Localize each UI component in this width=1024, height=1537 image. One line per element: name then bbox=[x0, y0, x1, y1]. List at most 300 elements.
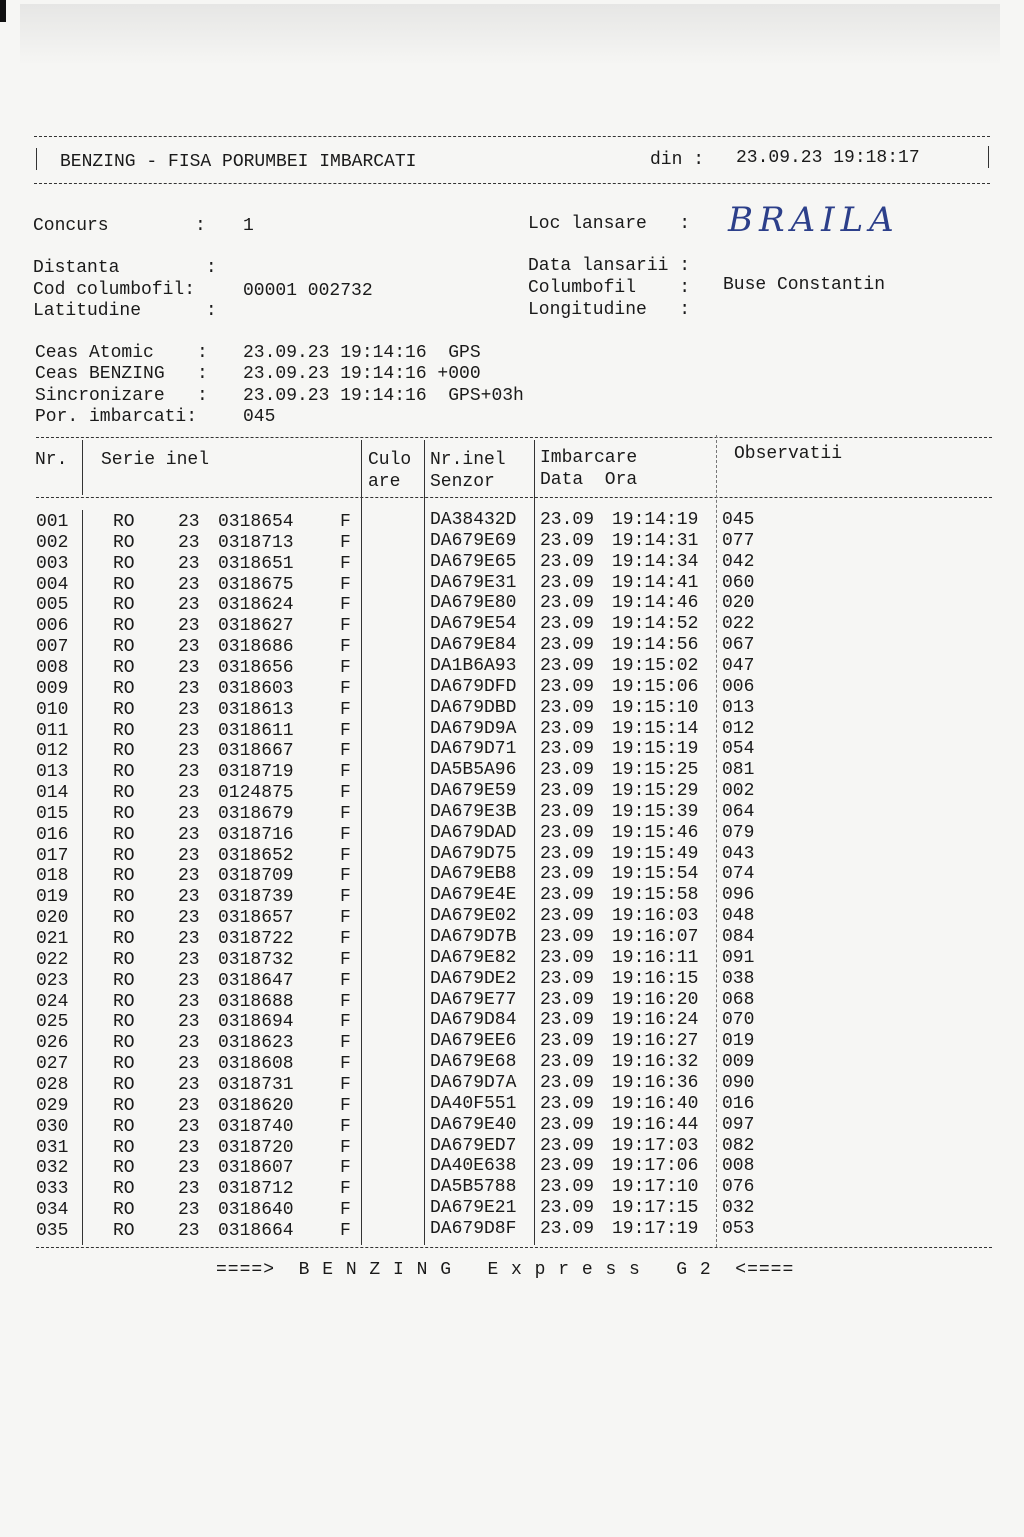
cell-nr: 028 bbox=[36, 1074, 69, 1095]
table-row bbox=[0, 1054, 1024, 1075]
cell-nr: 021 bbox=[36, 929, 69, 949]
cell-observatii: 096 bbox=[722, 885, 755, 906]
cell-year: 23 bbox=[178, 532, 200, 553]
cell-date: 23.09 bbox=[540, 530, 595, 551]
cell-date: 23.09 bbox=[540, 906, 595, 927]
cell-time: 19:16:15 bbox=[612, 968, 699, 989]
cell-nr: 035 bbox=[36, 1220, 69, 1241]
cell-country: RO bbox=[113, 553, 135, 574]
cell-time: 19:16:20 bbox=[612, 989, 699, 1010]
cell-observatii: 008 bbox=[722, 1156, 755, 1177]
cell-date: 23.09 bbox=[540, 822, 595, 843]
cell-time: 19:14:56 bbox=[612, 635, 699, 656]
cell-ring-number: 0318731 bbox=[218, 1074, 294, 1095]
cell-observatii: 074 bbox=[722, 864, 755, 885]
cell-sex: F bbox=[340, 1033, 351, 1054]
cell-sex: F bbox=[340, 678, 351, 699]
sincronizare-label: Sincronizare : bbox=[35, 386, 208, 406]
cell-sensor-ring: DA679E21 bbox=[430, 1198, 517, 1219]
cell-date: 23.09 bbox=[540, 676, 595, 697]
cell-date: 23.09 bbox=[540, 510, 595, 530]
cell-time: 19:15:46 bbox=[612, 822, 699, 843]
cell-observatii: 045 bbox=[722, 510, 755, 530]
cell-observatii: 043 bbox=[722, 843, 755, 864]
cell-year: 23 bbox=[178, 991, 200, 1012]
cell-country: RO bbox=[113, 929, 135, 949]
cell-time: 19:16:36 bbox=[612, 1072, 699, 1093]
table-row bbox=[0, 1093, 1024, 1117]
cell-ring-number: 0318719 bbox=[218, 762, 294, 783]
cell-sensor-ring: DA679D9A bbox=[430, 718, 517, 739]
cell-observatii: 067 bbox=[722, 635, 755, 656]
cell-sensor-ring: DA679ED7 bbox=[430, 1135, 517, 1156]
cell-nr: 002 bbox=[36, 532, 69, 553]
cell-date: 23.09 bbox=[540, 1114, 595, 1135]
table-row bbox=[0, 637, 1024, 658]
cell-time: 19:15:02 bbox=[612, 655, 699, 676]
cell-year: 23 bbox=[178, 1137, 200, 1158]
cell-observatii: 019 bbox=[722, 1031, 755, 1052]
cell-country: RO bbox=[113, 741, 135, 762]
cell-time: 19:15:06 bbox=[612, 676, 699, 697]
cell-year: 23 bbox=[178, 637, 200, 658]
cell-time: 19:15:49 bbox=[612, 843, 699, 864]
cell-time: 19:16:44 bbox=[612, 1114, 699, 1135]
cell-ring-number: 0318640 bbox=[218, 1200, 294, 1221]
cell-nr: 029 bbox=[36, 1095, 69, 1116]
cell-time: 19:14:34 bbox=[612, 551, 699, 572]
din-label: din : bbox=[650, 150, 705, 170]
cell-country: RO bbox=[113, 1033, 135, 1054]
cell-ring-number: 0318713 bbox=[218, 532, 294, 553]
cell-sensor-ring: DA679D84 bbox=[430, 1010, 517, 1031]
cell-nr: 004 bbox=[36, 574, 69, 595]
cell-sensor-ring: DA5B5788 bbox=[430, 1177, 517, 1198]
table-row bbox=[0, 1179, 1024, 1200]
table-row bbox=[0, 968, 1024, 992]
cell-nr: 009 bbox=[36, 678, 69, 699]
cell-sensor-ring: DA679E77 bbox=[430, 989, 517, 1010]
cell-year: 23 bbox=[178, 699, 200, 720]
table-row bbox=[0, 697, 1024, 721]
cell-ring-number: 0318732 bbox=[218, 949, 294, 970]
cell-observatii: 070 bbox=[722, 1010, 755, 1031]
cell-observatii: 012 bbox=[722, 718, 755, 739]
cell-year: 23 bbox=[178, 720, 200, 741]
cell-ring-number: 0124875 bbox=[218, 783, 294, 804]
cell-sensor-ring: DA679E40 bbox=[430, 1114, 517, 1135]
cell-country: RO bbox=[113, 908, 135, 929]
cell-year: 23 bbox=[178, 908, 200, 929]
cell-sensor-ring: DA679D7B bbox=[430, 927, 517, 947]
columbofil-value: Buse Constantin bbox=[723, 275, 886, 295]
scan-smudge bbox=[20, 4, 1000, 66]
table-row bbox=[0, 929, 1024, 950]
cell-nr: 012 bbox=[36, 741, 69, 762]
cell-observatii: 013 bbox=[722, 697, 755, 718]
cell-date: 23.09 bbox=[540, 989, 595, 1010]
ceas-benzing-label: Ceas BENZING : bbox=[35, 364, 208, 384]
cell-country: RO bbox=[113, 803, 135, 824]
table-row bbox=[0, 947, 1024, 971]
cell-sensor-ring: DA5B5A96 bbox=[430, 760, 517, 781]
cell-sex: F bbox=[340, 720, 351, 741]
cell-sensor-ring: DA679E4E bbox=[430, 885, 517, 906]
cell-country: RO bbox=[113, 1137, 135, 1158]
cell-time: 19:17:19 bbox=[612, 1218, 699, 1239]
cell-year: 23 bbox=[178, 1220, 200, 1241]
header-nr-inel-2: Senzor bbox=[430, 472, 495, 492]
cell-date: 23.09 bbox=[540, 885, 595, 906]
cell-nr: 020 bbox=[36, 908, 69, 929]
cell-ring-number: 0318716 bbox=[218, 824, 294, 845]
cell-year: 23 bbox=[178, 595, 200, 616]
cell-sensor-ring: DA679DFD bbox=[430, 676, 517, 697]
cell-observatii: 022 bbox=[722, 614, 755, 635]
table-row bbox=[0, 741, 1024, 762]
cell-nr: 019 bbox=[36, 887, 69, 908]
cell-ring-number: 0318627 bbox=[218, 616, 294, 637]
cell-sex: F bbox=[340, 866, 351, 887]
cell-date: 23.09 bbox=[540, 843, 595, 864]
cell-time: 19:14:41 bbox=[612, 572, 699, 593]
cell-date: 23.09 bbox=[540, 781, 595, 802]
table-row bbox=[0, 512, 1024, 533]
cell-nr: 008 bbox=[36, 657, 69, 678]
cell-time: 19:17:10 bbox=[612, 1177, 699, 1198]
table-row bbox=[0, 1012, 1024, 1033]
ceas-atomic-value: 23.09.23 19:14:16 GPS bbox=[243, 343, 481, 363]
cell-country: RO bbox=[113, 678, 135, 699]
cell-country: RO bbox=[113, 1179, 135, 1200]
cell-ring-number: 0318712 bbox=[218, 1179, 294, 1200]
table-row bbox=[0, 595, 1024, 616]
header-serie-inel: Serie inel bbox=[101, 450, 210, 470]
cell-ring-number: 0318651 bbox=[218, 553, 294, 574]
concurs-value: 1 bbox=[243, 216, 254, 236]
cell-year: 23 bbox=[178, 887, 200, 908]
cell-sensor-ring: DA679E68 bbox=[430, 1052, 517, 1073]
cell-nr: 001 bbox=[36, 512, 69, 532]
cell-sensor-ring: DA679D8F bbox=[430, 1218, 517, 1239]
cell-time: 19:16:03 bbox=[612, 906, 699, 927]
cell-ring-number: 0318656 bbox=[218, 657, 294, 678]
por-imbarcati-label: Por. imbarcati: bbox=[35, 407, 198, 427]
cell-time: 19:16:27 bbox=[612, 1031, 699, 1052]
cell-nr: 031 bbox=[36, 1137, 69, 1158]
cell-sex: F bbox=[340, 762, 351, 783]
cell-time: 19:16:11 bbox=[612, 947, 699, 968]
cell-sensor-ring: DA679E82 bbox=[430, 947, 517, 968]
cell-date: 23.09 bbox=[540, 635, 595, 656]
cell-ring-number: 0318722 bbox=[218, 929, 294, 949]
table-row bbox=[0, 1033, 1024, 1054]
table-top-border bbox=[36, 437, 992, 438]
cell-sensor-ring: DA679E69 bbox=[430, 530, 517, 551]
cell-year: 23 bbox=[178, 970, 200, 991]
cell-date: 23.09 bbox=[540, 968, 595, 989]
cell-country: RO bbox=[113, 824, 135, 845]
cell-sensor-ring: DA679DBD bbox=[430, 697, 517, 718]
cell-observatii: 006 bbox=[722, 676, 755, 697]
cell-nr: 011 bbox=[36, 720, 69, 741]
cell-time: 19:14:52 bbox=[612, 614, 699, 635]
table-row bbox=[0, 1135, 1024, 1159]
cell-time: 19:15:14 bbox=[612, 718, 699, 739]
header-right-border bbox=[988, 146, 989, 168]
cell-country: RO bbox=[113, 1116, 135, 1137]
cell-country: RO bbox=[113, 783, 135, 804]
table-row bbox=[0, 718, 1024, 742]
cell-ring-number: 0318652 bbox=[218, 845, 294, 866]
cell-time: 19:17:03 bbox=[612, 1135, 699, 1156]
cell-country: RO bbox=[113, 595, 135, 616]
header-top-border bbox=[34, 136, 990, 137]
table-bottom-border bbox=[36, 1247, 992, 1248]
cell-ring-number: 0318654 bbox=[218, 512, 294, 532]
cell-year: 23 bbox=[178, 616, 200, 637]
cell-date: 23.09 bbox=[540, 801, 595, 822]
cell-observatii: 009 bbox=[722, 1052, 755, 1073]
cell-date: 23.09 bbox=[540, 593, 595, 614]
cell-year: 23 bbox=[178, 845, 200, 866]
cell-nr: 030 bbox=[36, 1116, 69, 1137]
cell-year: 23 bbox=[178, 762, 200, 783]
cell-sex: F bbox=[340, 1116, 351, 1137]
ceas-benzing-value: 23.09.23 19:14:16 +000 bbox=[243, 364, 481, 384]
cell-nr: 017 bbox=[36, 845, 69, 866]
cell-year: 23 bbox=[178, 678, 200, 699]
distanta-label: Distanta : bbox=[33, 258, 217, 278]
table-row bbox=[0, 676, 1024, 700]
cell-sensor-ring: DA40F551 bbox=[430, 1093, 517, 1114]
table-row bbox=[0, 822, 1024, 846]
cell-sex: F bbox=[340, 949, 351, 970]
cell-sensor-ring: DA679E80 bbox=[430, 593, 517, 614]
cell-sensor-ring: DA679E02 bbox=[430, 906, 517, 927]
cell-observatii: 090 bbox=[722, 1072, 755, 1093]
cell-date: 23.09 bbox=[540, 1156, 595, 1177]
cell-sensor-ring: DA679E3B bbox=[430, 801, 517, 822]
cell-country: RO bbox=[113, 1200, 135, 1221]
cell-time: 19:14:46 bbox=[612, 593, 699, 614]
cell-country: RO bbox=[113, 657, 135, 678]
cell-year: 23 bbox=[178, 512, 200, 532]
cell-year: 23 bbox=[178, 1033, 200, 1054]
cell-ring-number: 0318679 bbox=[218, 803, 294, 824]
cell-sex: F bbox=[340, 657, 351, 678]
cell-date: 23.09 bbox=[540, 551, 595, 572]
cell-sex: F bbox=[340, 1012, 351, 1033]
cell-date: 23.09 bbox=[540, 1010, 595, 1031]
cell-nr: 016 bbox=[36, 824, 69, 845]
cell-sex: F bbox=[340, 699, 351, 720]
cell-year: 23 bbox=[178, 783, 200, 804]
cell-sex: F bbox=[340, 908, 351, 929]
sincronizare-value: 23.09.23 19:14:16 GPS+03h bbox=[243, 386, 524, 406]
cell-sex: F bbox=[340, 553, 351, 574]
cell-time: 19:16:40 bbox=[612, 1093, 699, 1114]
cell-sensor-ring: DA679D7A bbox=[430, 1072, 517, 1093]
table-row bbox=[0, 1200, 1024, 1221]
cell-nr: 026 bbox=[36, 1033, 69, 1054]
cell-observatii: 038 bbox=[722, 968, 755, 989]
cell-sex: F bbox=[340, 845, 351, 866]
cell-nr: 032 bbox=[36, 1158, 69, 1179]
cell-sex: F bbox=[340, 970, 351, 991]
cell-date: 23.09 bbox=[540, 572, 595, 593]
cell-country: RO bbox=[113, 1054, 135, 1075]
cell-year: 23 bbox=[178, 949, 200, 970]
cell-country: RO bbox=[113, 637, 135, 658]
cell-time: 19:17:15 bbox=[612, 1198, 699, 1219]
table-header-separator bbox=[36, 497, 992, 498]
cell-date: 23.09 bbox=[540, 1031, 595, 1052]
cell-nr: 013 bbox=[36, 762, 69, 783]
cell-date: 23.09 bbox=[540, 1218, 595, 1239]
cell-observatii: 048 bbox=[722, 906, 755, 927]
cell-country: RO bbox=[113, 887, 135, 908]
cell-sex: F bbox=[340, 1179, 351, 1200]
cell-year: 23 bbox=[178, 803, 200, 824]
cell-sensor-ring: DA679EB8 bbox=[430, 864, 517, 885]
cell-year: 23 bbox=[178, 1116, 200, 1137]
cell-observatii: 016 bbox=[722, 1093, 755, 1114]
cell-ring-number: 0318720 bbox=[218, 1137, 294, 1158]
cell-sensor-ring: DA38432D bbox=[430, 510, 517, 530]
cell-sensor-ring: DA679E84 bbox=[430, 635, 517, 656]
cell-nr: 003 bbox=[36, 553, 69, 574]
cell-ring-number: 0318740 bbox=[218, 1116, 294, 1137]
cell-ring-number: 0318608 bbox=[218, 1054, 294, 1075]
cell-year: 23 bbox=[178, 1074, 200, 1095]
cell-country: RO bbox=[113, 512, 135, 532]
footer-banner: ====> B E N Z I N G E x p r e s s G 2 <==== bbox=[216, 1260, 795, 1280]
concurs-label: Concurs : bbox=[33, 216, 206, 236]
cell-observatii: 084 bbox=[722, 927, 755, 947]
cell-sensor-ring: DA679EE6 bbox=[430, 1031, 517, 1052]
cell-nr: 010 bbox=[36, 699, 69, 720]
cell-year: 23 bbox=[178, 574, 200, 595]
cell-nr: 018 bbox=[36, 866, 69, 887]
cell-observatii: 082 bbox=[722, 1135, 755, 1156]
cell-sensor-ring: DA1B6A93 bbox=[430, 655, 517, 676]
table-row bbox=[0, 989, 1024, 1013]
cell-country: RO bbox=[113, 1012, 135, 1033]
cell-date: 23.09 bbox=[540, 864, 595, 885]
cell-country: RO bbox=[113, 866, 135, 887]
table-row bbox=[0, 655, 1024, 679]
cell-observatii: 076 bbox=[722, 1177, 755, 1198]
cell-observatii: 068 bbox=[722, 989, 755, 1010]
cell-country: RO bbox=[113, 532, 135, 553]
cell-date: 23.09 bbox=[540, 614, 595, 635]
cell-sex: F bbox=[340, 595, 351, 616]
cell-country: RO bbox=[113, 762, 135, 783]
cell-ring-number: 0318607 bbox=[218, 1158, 294, 1179]
table-row bbox=[0, 762, 1024, 783]
cell-ring-number: 0318613 bbox=[218, 699, 294, 720]
cell-year: 23 bbox=[178, 741, 200, 762]
cell-date: 23.09 bbox=[540, 1072, 595, 1093]
cell-sex: F bbox=[340, 616, 351, 637]
cell-country: RO bbox=[113, 699, 135, 720]
cell-ring-number: 0318624 bbox=[218, 595, 294, 616]
cell-ring-number: 0318709 bbox=[218, 866, 294, 887]
cell-sensor-ring: DA679DAD bbox=[430, 822, 517, 843]
cell-time: 19:17:06 bbox=[612, 1156, 699, 1177]
cell-time: 19:16:32 bbox=[612, 1052, 699, 1073]
cell-time: 19:14:19 bbox=[612, 510, 699, 530]
cell-year: 23 bbox=[178, 553, 200, 574]
header-imbarcare-2: Data Ora bbox=[540, 470, 638, 490]
cell-country: RO bbox=[113, 949, 135, 970]
cell-sensor-ring: DA679E31 bbox=[430, 572, 517, 593]
cell-ring-number: 0318688 bbox=[218, 991, 294, 1012]
cell-time: 19:15:19 bbox=[612, 739, 699, 760]
cell-sex: F bbox=[340, 783, 351, 804]
table-row bbox=[0, 530, 1024, 554]
cell-nr: 014 bbox=[36, 783, 69, 804]
cell-observatii: 060 bbox=[722, 572, 755, 593]
cell-year: 23 bbox=[178, 1200, 200, 1221]
table-row bbox=[0, 616, 1024, 637]
cell-sex: F bbox=[340, 824, 351, 845]
cell-nr: 015 bbox=[36, 803, 69, 824]
cell-country: RO bbox=[113, 970, 135, 991]
cell-date: 23.09 bbox=[540, 1093, 595, 1114]
cell-nr: 034 bbox=[36, 1200, 69, 1221]
cod-columbofil-label: Cod columbofil: bbox=[33, 280, 196, 300]
cell-time: 19:15:58 bbox=[612, 885, 699, 906]
cell-observatii: 064 bbox=[722, 801, 755, 822]
cell-observatii: 079 bbox=[722, 822, 755, 843]
cell-ring-number: 0318686 bbox=[218, 637, 294, 658]
cell-sex: F bbox=[340, 1095, 351, 1116]
cell-sex: F bbox=[340, 1158, 351, 1179]
cell-sensor-ring: DA679D71 bbox=[430, 739, 517, 760]
cell-year: 23 bbox=[178, 929, 200, 949]
cell-time: 19:15:39 bbox=[612, 801, 699, 822]
cell-time: 19:15:29 bbox=[612, 781, 699, 802]
table-row bbox=[0, 887, 1024, 908]
din-value: 23.09.23 19:18:17 bbox=[736, 148, 920, 168]
cell-nr: 022 bbox=[36, 949, 69, 970]
cell-sex: F bbox=[340, 512, 351, 532]
cell-sex: F bbox=[340, 1074, 351, 1095]
cell-sensor-ring: DA40E638 bbox=[430, 1156, 517, 1177]
header-culoare-1: Culo bbox=[368, 450, 412, 470]
cell-country: RO bbox=[113, 1095, 135, 1116]
cell-time: 19:15:54 bbox=[612, 864, 699, 885]
cell-time: 19:15:25 bbox=[612, 760, 699, 781]
table-row bbox=[0, 866, 1024, 887]
cell-nr: 005 bbox=[36, 595, 69, 616]
cell-sex: F bbox=[340, 929, 351, 949]
cell-country: RO bbox=[113, 616, 135, 637]
cell-observatii: 042 bbox=[722, 551, 755, 572]
header-left-border bbox=[36, 148, 37, 170]
cell-observatii: 091 bbox=[722, 947, 755, 968]
por-imbarcati-value: 045 bbox=[243, 407, 276, 427]
table-row bbox=[0, 1072, 1024, 1096]
header-nr: Nr. bbox=[35, 450, 68, 470]
cell-date: 23.09 bbox=[540, 718, 595, 739]
cell-observatii: 097 bbox=[722, 1114, 755, 1135]
cell-ring-number: 0318603 bbox=[218, 678, 294, 699]
col-sep-nr-header bbox=[82, 440, 83, 495]
table-row bbox=[0, 1158, 1024, 1179]
